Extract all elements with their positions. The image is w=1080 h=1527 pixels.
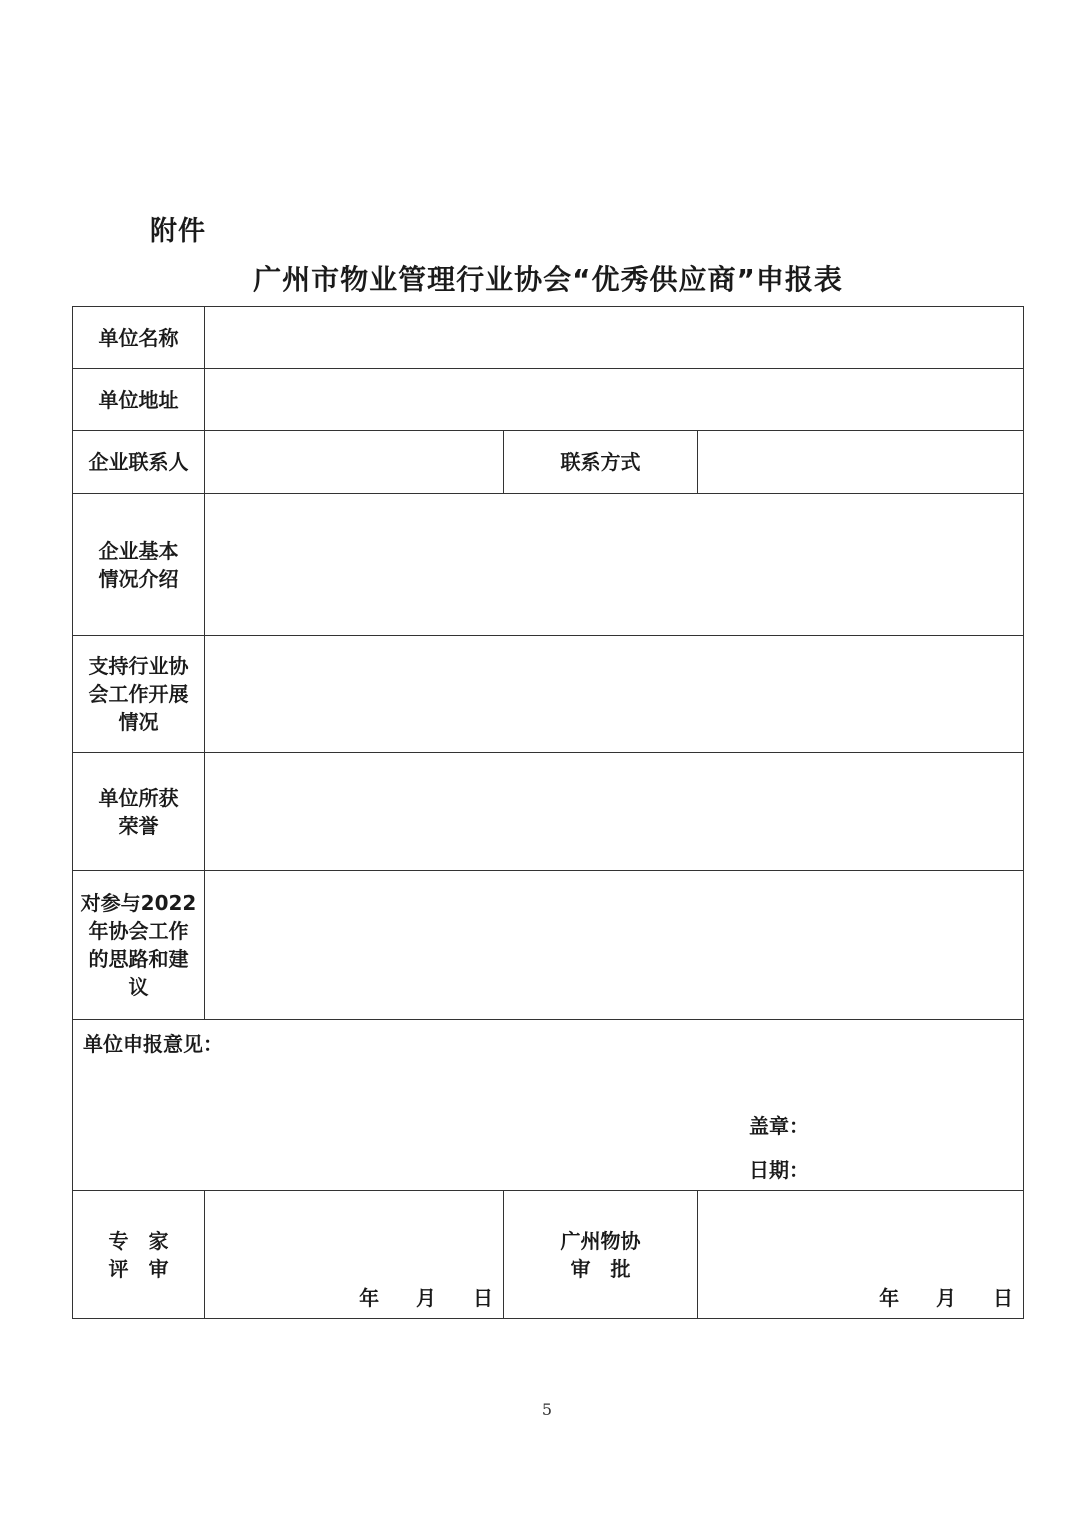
- field-contact-method[interactable]: [698, 431, 1024, 494]
- application-form-table: [72, 306, 1024, 1319]
- label-unit-name: 单位名称: [73, 307, 205, 369]
- label-line: 广州物协: [560, 1228, 641, 1253]
- field-association-approval[interactable]: [698, 1191, 1024, 1319]
- label-line: 的思路和建: [88, 947, 189, 971]
- date-label: 日期：: [749, 1158, 809, 1182]
- page-number: 5: [541, 1400, 553, 1419]
- seal-label: 盖章：: [749, 1114, 809, 1138]
- label-line: 支持行业协: [88, 654, 189, 678]
- field-honors[interactable]: [205, 753, 1024, 871]
- label-expert-review: [73, 1191, 205, 1319]
- label-honors: [73, 753, 205, 871]
- expert-date: [329, 1284, 493, 1312]
- label-line: 年协会工作: [88, 919, 189, 943]
- label-contact-method: 联系方式: [504, 431, 698, 494]
- form-title: 广州市物业管理行业协会“优秀供应商”申报表: [253, 263, 843, 296]
- row-opinion: [73, 1020, 1024, 1191]
- day-label: 日: [473, 1286, 493, 1310]
- row-unit-name: [73, 307, 1024, 369]
- field-support[interactable]: [205, 636, 1024, 753]
- label-line: 专 家: [108, 1228, 169, 1253]
- field-unit-opinion[interactable]: [73, 1020, 1024, 1191]
- row-ideas: [73, 871, 1024, 1020]
- label-line: 对参与2022: [80, 891, 197, 915]
- label-basic-info: [73, 494, 205, 636]
- label-line: 议: [128, 975, 149, 999]
- month-label: 月: [936, 1286, 957, 1310]
- field-unit-name[interactable]: [205, 307, 1024, 369]
- label-line: 情况: [118, 710, 159, 734]
- year-label: 年: [359, 1286, 380, 1310]
- field-unit-address[interactable]: [205, 369, 1024, 431]
- label-ideas: [73, 871, 205, 1020]
- label-line: 情况介绍: [98, 566, 179, 591]
- day-label: 日: [993, 1286, 1014, 1310]
- row-review: [73, 1191, 1024, 1319]
- row-basic-info: [73, 494, 1024, 636]
- attachment-label: 附件: [150, 216, 206, 247]
- label-contact-person: 企业联系人: [73, 431, 205, 494]
- label-association-approval: [504, 1191, 698, 1319]
- field-ideas[interactable]: [205, 871, 1024, 1020]
- approval-date: [849, 1284, 1013, 1312]
- label-line: 企业基本: [98, 538, 179, 563]
- row-unit-address: [73, 369, 1024, 431]
- field-basic-info[interactable]: [205, 494, 1024, 636]
- label-unit-address: 单位地址: [73, 369, 205, 431]
- label-line: 审 批: [570, 1256, 631, 1281]
- opinion-heading: 单位申报意见：: [83, 1032, 223, 1056]
- month-label: 月: [416, 1286, 437, 1310]
- row-contact: [73, 431, 1024, 494]
- row-support: [73, 636, 1024, 753]
- label-support: [73, 636, 205, 753]
- label-line: 荣誉: [118, 813, 159, 838]
- label-line: 评 审: [108, 1256, 169, 1281]
- label-line: 会工作开展: [88, 682, 189, 706]
- row-honors: [73, 753, 1024, 871]
- label-line: 单位所获: [98, 785, 179, 810]
- field-expert-review[interactable]: [205, 1191, 504, 1319]
- year-label: 年: [879, 1286, 900, 1310]
- field-contact-person[interactable]: [205, 431, 504, 494]
